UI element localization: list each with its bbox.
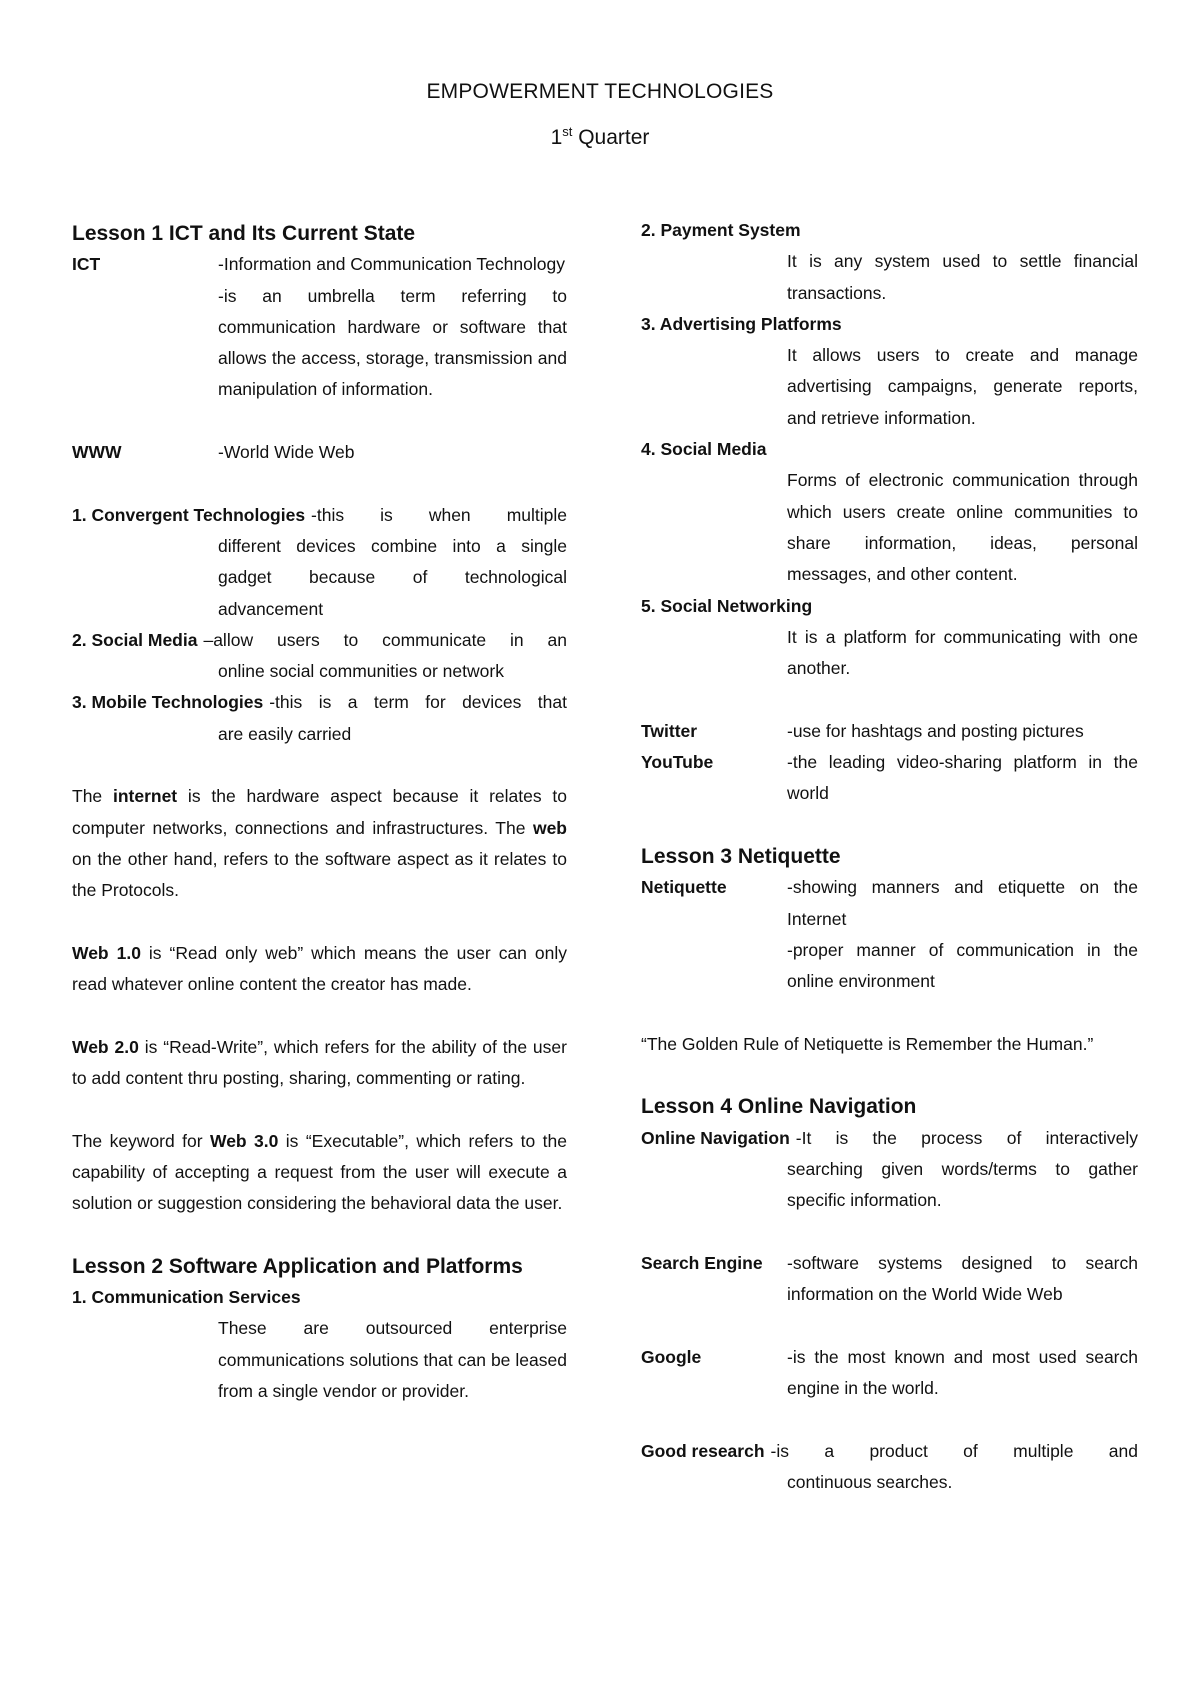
www-term: WWW [72, 442, 122, 463]
item-label: 1. Convergent Technologies [72, 504, 306, 525]
left-column [72, 218, 567, 1407]
web3-paragraph: The keyword for Web 3.0 is “Executable”, which refers to the capability of accepting a request from the user will execute a solution or suggestion considering the behavioral data the user. [72, 1130, 568, 1214]
www-definition [72, 437, 567, 468]
ict-term: ICT [72, 254, 101, 275]
web2-paragraph: Web 2.0 is “Read-Write”, which refers for the ability of the user to add content thru posting, sharing, commenting or rating. [72, 1036, 567, 1089]
youtube-def: -the leading video-sharing platform in the world [787, 752, 1138, 804]
quarter-number: 1 [550, 126, 563, 149]
quarter-word: Quarter [578, 126, 650, 149]
online-navigation-term: Online Navigation [641, 1127, 790, 1148]
lesson2-title: Lesson 2 Software Application and Platforms [72, 1254, 523, 1278]
lesson4-title: Lesson 4 Online Navigation [641, 1095, 917, 1119]
web1-paragraph: Web 1.0 is “Read only web” which means the user can only read whatever online content the creator has made. [72, 942, 567, 995]
item-continuation: are easily carried [218, 723, 352, 744]
item-continuation: online social communities or network [218, 661, 504, 682]
list-item [72, 625, 567, 688]
item-first-line: –allow users to communicate in an [203, 629, 567, 650]
lesson3-title: Lesson 3 Netiquette [641, 844, 841, 868]
document-title: EMPOWERMENT TECHNOLOGIES [426, 80, 774, 103]
online-navigation-definition [641, 1123, 1138, 1217]
twitter-term: Twitter [641, 720, 698, 741]
right-column [641, 215, 1138, 1498]
good-research-term: Good research [641, 1440, 765, 1461]
good-research-first: -is a product of multiple and [770, 1440, 1138, 1461]
lesson1-title: Lesson 1 ICT and Its Current State [72, 222, 416, 245]
social-networking-desc: It is a platform for communicating with one another. [787, 626, 1138, 679]
google-definition [641, 1342, 1138, 1405]
ict-definition [72, 249, 567, 405]
netiquette-def-1: -showing manners and etiquette on the Internet [787, 877, 1138, 929]
online-navigation-first: -It is the process of interactively [795, 1127, 1138, 1148]
advertising-platforms-label: 3. Advertising Platforms [641, 313, 842, 334]
payment-system-desc: It is any system used to settle financial transactions. [787, 251, 1138, 303]
netiquette-def-2: -proper manner of communication in the online environment [787, 939, 1138, 992]
youtube-term: YouTube [641, 752, 714, 773]
communication-services-label: 1. Communication Services [72, 1287, 301, 1308]
netiquette-definition [641, 872, 1138, 997]
communication-services-desc: These are outsourced enterprise communications solutions that can be leased from a single vendor or provider. [218, 1318, 567, 1401]
twitter-definition [641, 716, 1138, 747]
youtube-definition [641, 747, 1138, 810]
twitter-def: -use for hashtags and posting pictures [787, 720, 1084, 741]
search-engine-term: Search Engine [641, 1252, 763, 1273]
quarter-subtitle [0, 112, 1200, 158]
internet-paragraph: The internet is the hardware aspect because it relates to computer networks, connections and infrastructures. The web on the other hand, refers to the software aspect as it relates to the Protocols. [72, 786, 567, 901]
good-research-definition [641, 1436, 1138, 1499]
online-navigation-rest: searching given words/terms to gather specific information. [787, 1158, 1138, 1211]
ict-def-2: -is an umbrella term referring to communication hardware or software that allows the access, storage, transmission and manipulation of information. [218, 285, 567, 400]
quarter-superscript: st [562, 124, 573, 139]
item-label: 3. Mobile Technologies [72, 692, 264, 713]
item-first-line: -this is when multiple [311, 504, 567, 525]
good-research-rest: continuous searches. [787, 1471, 953, 1492]
google-def: -is the most known and most used search engine in the world. [787, 1346, 1138, 1398]
google-term: Google [641, 1346, 702, 1367]
search-engine-def: -software systems designed to search information on the World Wide Web [787, 1252, 1138, 1305]
item-first-line: -this is a term for devices that [269, 692, 567, 713]
social-media-desc: Forms of electronic communication through which users create online communities to share information, ideas, personal messages, and other content. [787, 470, 1138, 585]
golden-rule-quote: “The Golden Rule of Netiquette is Remember the Human.” [641, 1033, 1094, 1054]
social-networking-label: 5. Social Networking [641, 595, 813, 616]
search-engine-definition [641, 1248, 1138, 1311]
payment-system-label: 2. Payment System [641, 220, 801, 240]
list-item [72, 500, 567, 625]
item-label: 2. Social Media [72, 629, 198, 650]
advertising-platforms-desc: It allows users to create and manage advertising campaigns, generate reports, and retrieve information. [787, 345, 1138, 428]
document-header [0, 72, 1200, 158]
www-def: -World Wide Web [218, 442, 355, 463]
netiquette-term: Netiquette [641, 877, 727, 898]
item-continuation: different devices combine into a single gadget because of technological advancement [218, 535, 567, 619]
ict-def-1: -Information and Communication Technology [218, 254, 565, 275]
list-item [72, 687, 567, 750]
social-media-label: 4. Social Media [641, 439, 767, 460]
